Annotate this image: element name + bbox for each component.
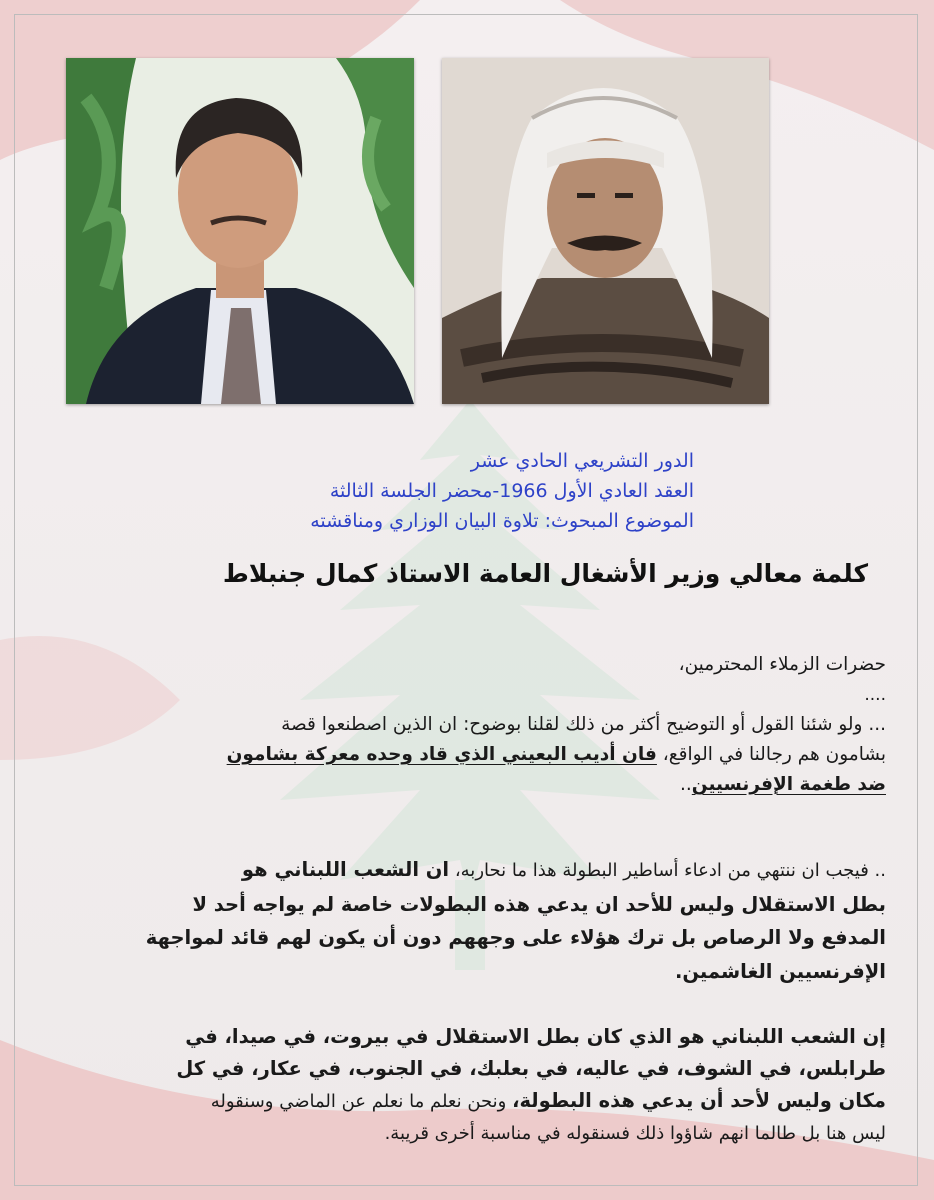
- paragraph-3-line-3-bold: مكان وليس لأحد أن يدعي هذه البطولة،: [512, 1089, 886, 1112]
- paragraph-2-line-2: بطل الاستقلال وليس للأحد ان يدعي هذه البطولات خاصة لم يواجه أحد لا: [192, 892, 886, 916]
- portrait-photo-right: [442, 58, 769, 404]
- speech-headline: كلمة معالي وزير الأشغال العامة الاستاذ كمال جنبلاط: [222, 559, 868, 588]
- portrait-photo-left: [66, 58, 414, 404]
- paragraph-2-line-4: الإفرنسيين الغاشمين.: [674, 959, 886, 983]
- session-line-1: الدور التشريعي الحادي عشر: [470, 450, 694, 472]
- speech-paragraph-1: [148, 650, 886, 800]
- paragraph-2-line-1-bold: ان الشعب اللبناني هو: [241, 858, 450, 881]
- session-line-3: الموضوع المبحوث: تلاوة البيان الوزاري ومناقشته: [310, 510, 694, 532]
- paragraph-3-line-2: طرابلس، في الشوف، في عاليه، في بعلبك، في الجنوب، في عكار، في كل: [176, 1057, 886, 1080]
- paragraph-3-line-3: [148, 1085, 886, 1118]
- paragraph-1-line-3-tail: ..: [680, 774, 692, 795]
- greeting-line: حضرات الزملاء المحترمين،: [678, 654, 886, 675]
- paragraph-1-line-2: [148, 740, 886, 770]
- ellipsis-line: ....: [864, 685, 886, 705]
- paragraph-1-line-3-bold: ضد طغمة الإفرنسيين: [691, 774, 886, 795]
- paragraph-1-line-2-plain: بشامون هم رجالنا في الواقع،: [656, 744, 886, 765]
- paragraph-2-line-3: المدفع ولا الرصاص بل ترك هؤلاء على وجههم دون أن يكون لهم قائد لمواجهة: [145, 926, 886, 949]
- paragraph-3-line-1: إن الشعب اللبناني هو الذي كان بطل الاستقلال في بيروت، في صيدا، في: [185, 1025, 886, 1048]
- paragraph-2-line-1-plain: .. فيجب ان ننتهي من ادعاء أساطير البطولة هذا ما نحاربه،: [449, 860, 886, 881]
- paragraph-2-line-1: [148, 853, 886, 888]
- paragraph-3-line-4: ليس هنا بل طالما انهم شاؤوا ذلك فسنقوله في مناسبة أخرى قريبة.: [384, 1123, 886, 1144]
- session-info: [310, 446, 694, 536]
- paragraph-1-line-2-bold: فان أديب البعيني الذي قاد وحده معركة بشامون: [226, 744, 657, 765]
- session-line-2: العقد العادي الأول 1966-محضر الجلسة الثالثة: [329, 480, 694, 502]
- speech-paragraph-3: [148, 1021, 886, 1150]
- speech-paragraph-2: [145, 853, 886, 988]
- paragraph-1-line-1: ... ولو شئنا القول أو التوضيح أكثر من ذلك لقلنا بوضوح: ان الذين اصطنعوا قصة: [281, 714, 886, 735]
- paragraph-3-line-3-plain: ونحن نعلم ما نعلم عن الماضي وسنقوله: [210, 1091, 513, 1112]
- paragraph-1-line-3: [148, 770, 886, 800]
